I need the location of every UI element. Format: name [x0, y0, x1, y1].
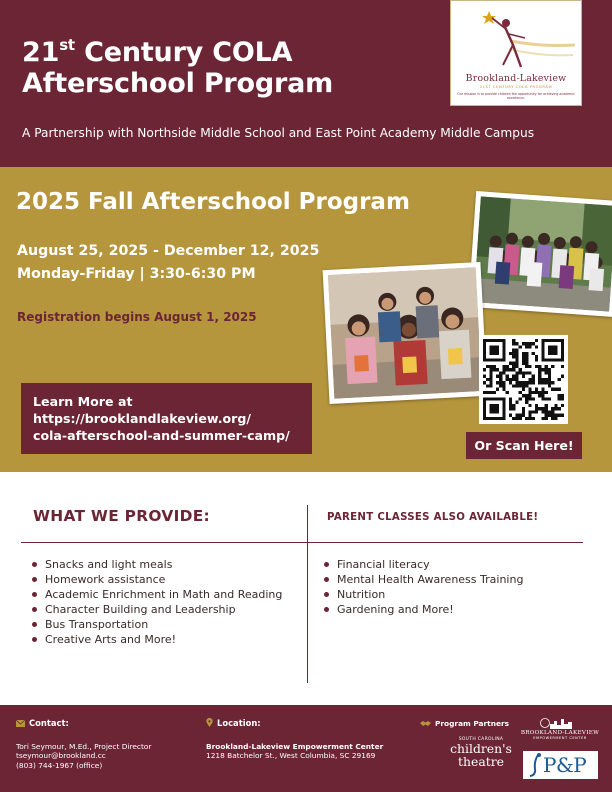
- program-title: 2025 Fall Afterschool Program: [16, 189, 410, 215]
- title-number: 21: [22, 37, 60, 68]
- list-item: Academic Enrichment in Math and Reading: [32, 587, 302, 602]
- brookland-lakeview-logo: [450, 0, 582, 106]
- title-line-2: Afterschool Program: [22, 68, 334, 99]
- list-item: Gardening and More!: [324, 602, 584, 617]
- location-pin-icon: [206, 718, 213, 729]
- partner-ct-line2: theatre: [458, 754, 504, 769]
- learn-more-label: Learn More at: [33, 394, 133, 409]
- location-name: Brookland-Lakeview Empowerment Center: [206, 742, 384, 751]
- contact-phone[interactable]: (803) 744-1967 (office): [16, 760, 103, 770]
- partners-label: Program Partners: [435, 719, 510, 728]
- partner-ct-small: SOUTH CAROLINA: [458, 737, 504, 742]
- logo-tagline: 21ST CENTURY COLA PROGRAM: [479, 85, 553, 89]
- learn-more-url-1[interactable]: https://brooklandlakeview.org/: [33, 411, 252, 426]
- section-divider-horizontal: [21, 542, 583, 543]
- students-photo: [323, 262, 488, 404]
- title-rest: Century COLA: [74, 37, 293, 68]
- contact-label: Contact:: [29, 718, 69, 728]
- brookland-lakeview-partner-logo: [520, 716, 600, 746]
- partners-heading: [420, 719, 509, 729]
- list-item: Mental Health Awareness Training: [324, 572, 584, 587]
- envelope-icon: [16, 719, 25, 729]
- qr-code-icon: [483, 339, 564, 420]
- list-item: Nutrition: [324, 587, 584, 602]
- students-photo-image: [328, 267, 482, 399]
- registration-date: Registration begins August 1, 2025: [17, 310, 257, 324]
- list-item: Creative Arts and More!: [32, 632, 302, 647]
- group-photo: [468, 191, 612, 317]
- partnership-subtitle: A Partnership with Northside Middle School and East Point Academy Middle Campus: [22, 126, 535, 140]
- section-divider-vertical: [307, 505, 308, 683]
- list-item: Snacks and light meals: [32, 557, 302, 572]
- program-dates: August 25, 2025 - December 12, 2025: [17, 243, 320, 259]
- group-photo-image: [473, 196, 612, 311]
- list-item: Financial literacy: [324, 557, 584, 572]
- pp-partner-logo: [523, 751, 598, 779]
- contact-details: [16, 742, 151, 770]
- title-line-1: [22, 37, 333, 68]
- scan-here-label: Or Scan Here!: [466, 432, 582, 459]
- skyline-icon: [540, 716, 580, 730]
- childrens-theatre-logo: [441, 737, 521, 781]
- learn-more-box[interactable]: [21, 383, 312, 454]
- qr-code[interactable]: [479, 335, 568, 424]
- location-heading: [206, 718, 261, 729]
- program-schedule: Monday-Friday | 3:30-6:30 PM: [17, 266, 256, 282]
- logo-name: Brookland-Lakeview: [465, 73, 567, 84]
- partner-ct-line1: children's: [450, 741, 512, 756]
- contact-heading: [16, 718, 69, 729]
- partner-blev-sub: EMPOWERMENT CENTER: [533, 736, 587, 740]
- list-item: Character Building and Leadership: [32, 602, 302, 617]
- logo-figure-icon: [451, 1, 581, 73]
- partner-blev-name: BROOKLAND-LAKEVIEW: [520, 730, 600, 736]
- handshake-icon: [420, 720, 431, 729]
- location-details: [206, 742, 383, 761]
- what-we-provide-heading: WHAT WE PROVIDE:: [33, 507, 210, 525]
- page-title: [22, 37, 333, 99]
- contact-email[interactable]: tseymour@brookland.cc: [16, 751, 106, 761]
- contact-name: Tori Seymour, M.Ed., Project Director: [16, 742, 152, 751]
- parent-classes-heading: PARENT CLASSES ALSO AVAILABLE!: [327, 512, 539, 523]
- partner-pp: P&P: [543, 753, 587, 777]
- learn-more-url-2[interactable]: cola-afterschool-and-summer-camp/: [33, 428, 290, 443]
- location-address: 1218 Batchelor St., West Columbia, SC 29169: [206, 751, 376, 761]
- location-label: Location:: [217, 718, 261, 728]
- title-superscript: st: [59, 36, 75, 54]
- list-item: Homework assistance: [32, 572, 302, 587]
- provide-list: [32, 557, 302, 647]
- list-item: Bus Transportation: [32, 617, 302, 632]
- parent-classes-list: [324, 557, 584, 617]
- logo-mission: Our mission is to provide children the opportunity for achieving academic excellence.: [457, 92, 575, 100]
